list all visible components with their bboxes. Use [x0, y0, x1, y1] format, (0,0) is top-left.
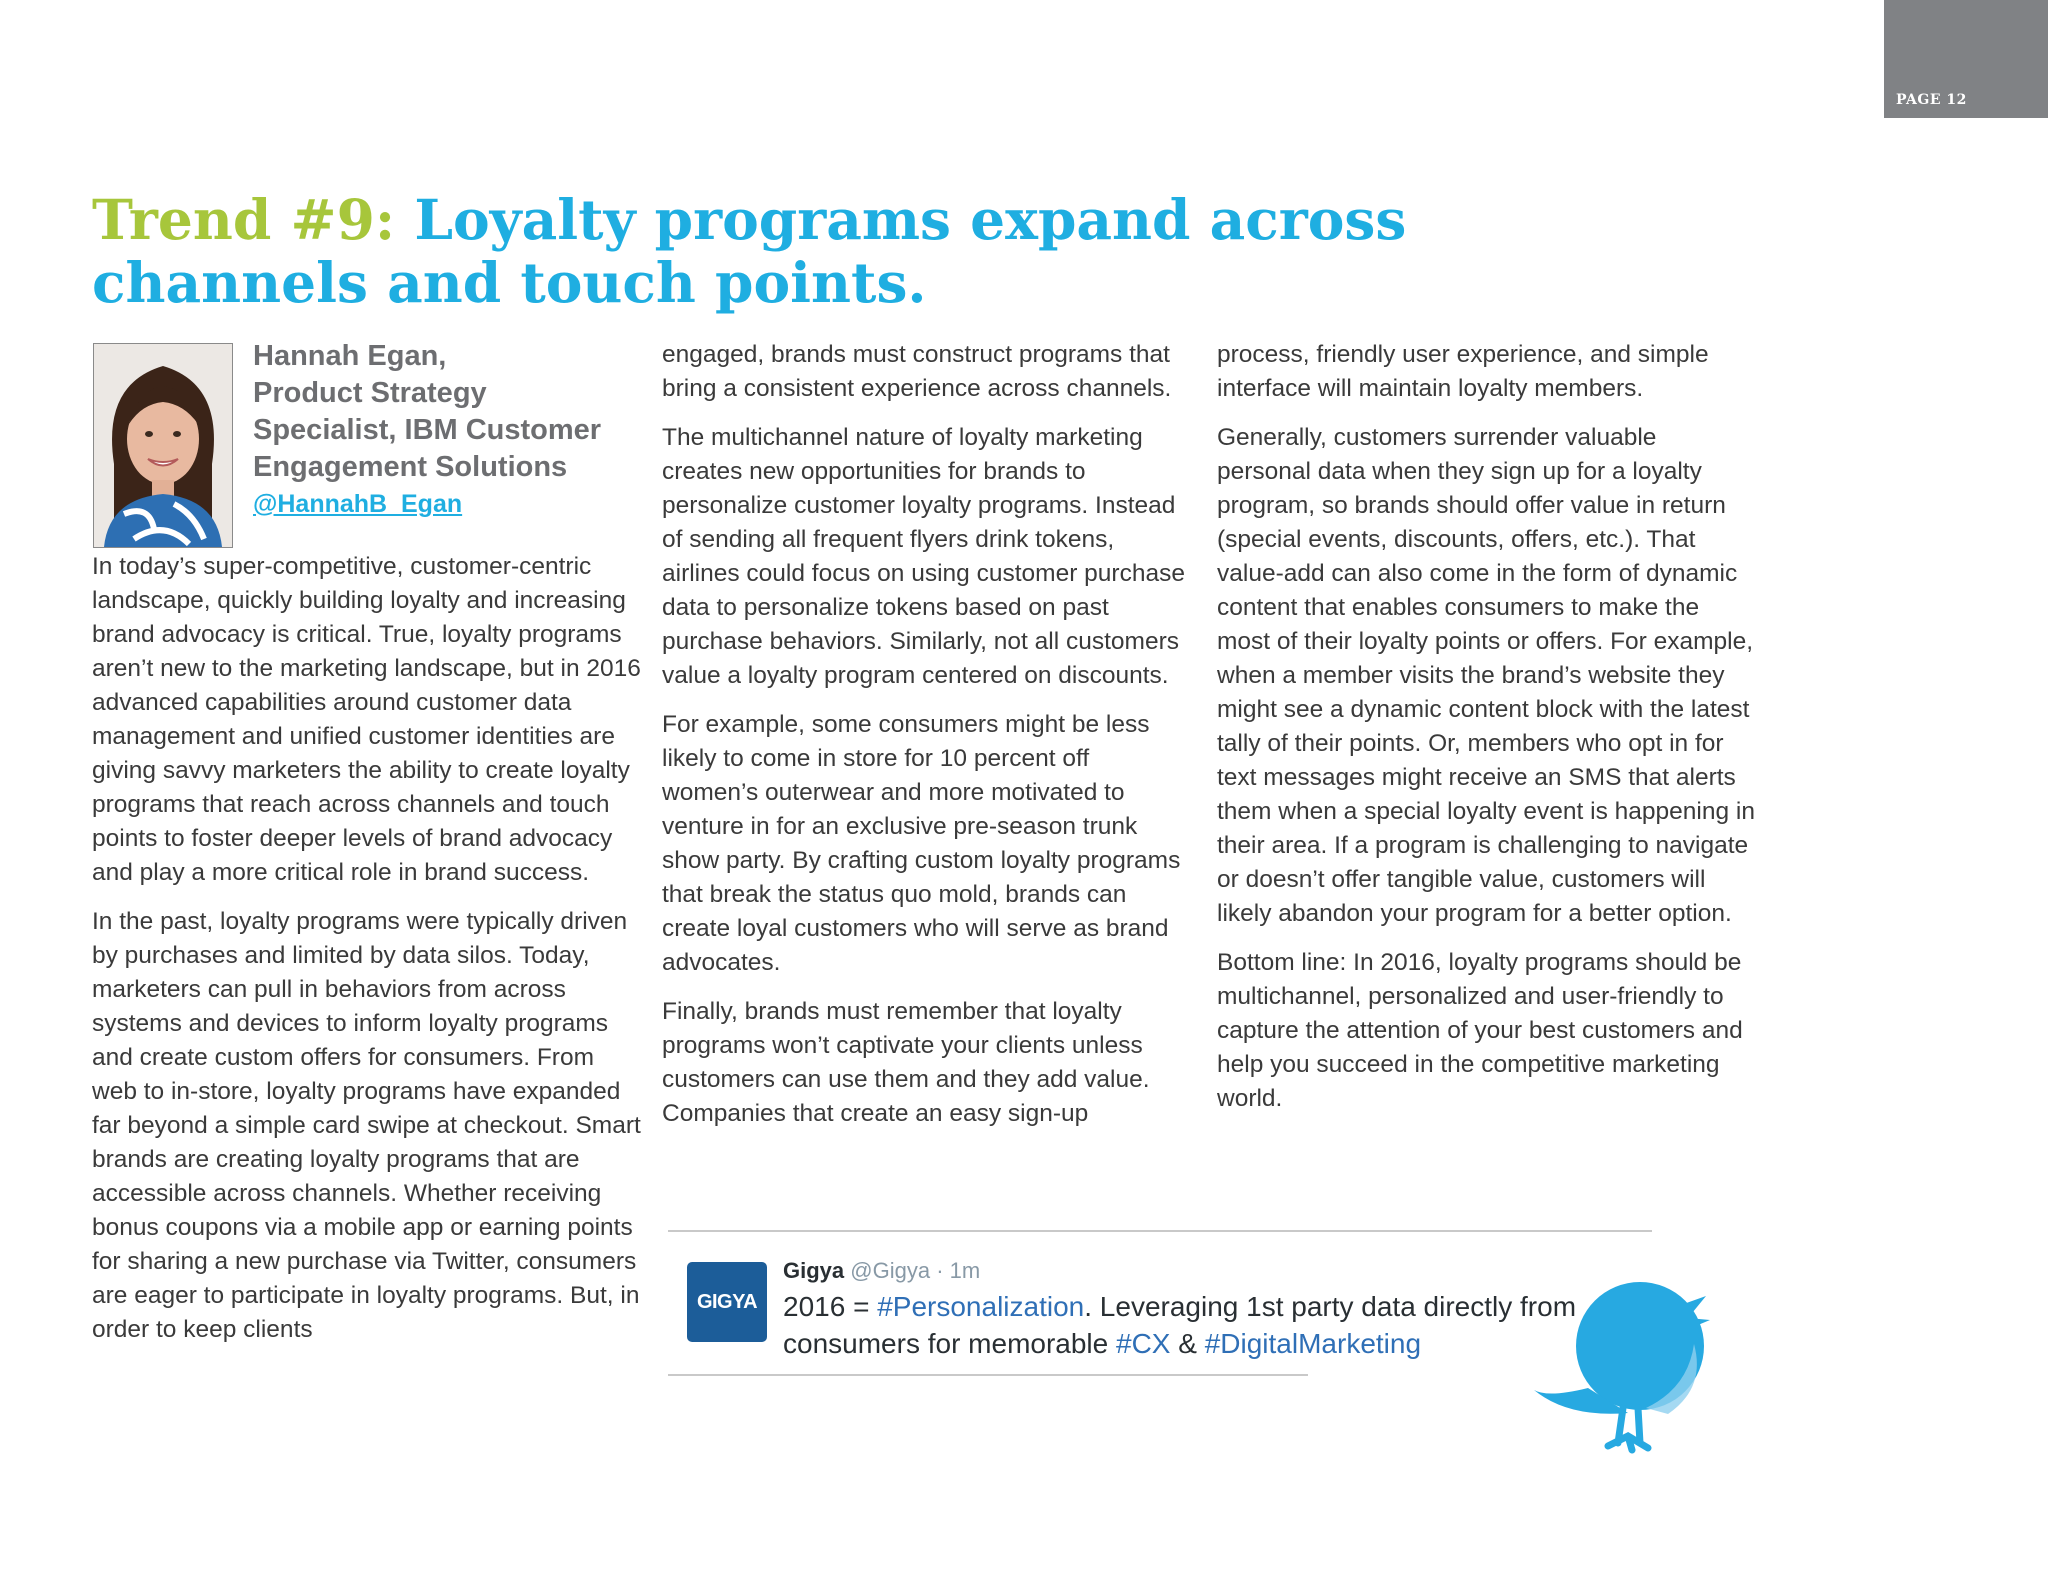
column-1 [92, 338, 642, 1362]
hashtag-digitalmarketing[interactable]: #DigitalMarketing [1204, 1328, 1422, 1359]
twitter-bird-icon [1528, 1258, 1738, 1458]
paragraph: Generally, customers surrender valuable personal data when they sign up for a loyalty program, so brands should offer value in return (special events, discounts, offers, etc.). That value-add can also come in the form of dynamic content that enables consumers to make the most of their loyalty points or offers. For example, when a member visits the brand’s website they might see a dynamic content block with the latest tally of their points. Or, members who opt in for text messages might receive an SMS that alerts them when a special loyalty event is happening in their area. If a program is challenging to navigate or doesn’t offer tangible value, customers will likely abandon your program for a better option. [1217, 424, 1755, 927]
paragraph: engaged, brands must construct programs that bring a consistent experience across channels. [662, 341, 1172, 402]
gigya-logo: GIGYA [687, 1262, 767, 1342]
paragraph: In the past, loyalty programs were typically driven by purchases and limited by data silos. Today, marketers can pull in behaviors from across systems and devices to inform loyalty programs and create custom offers for consumers. From web to in-store, loyalty programs have expanded far beyond a simple card swipe at checkout. Smart brands are creating loyalty programs that are accessible across channels. Whether receiving bonus coupons via a mobile app or earning points for sharing a new purchase via Twitter, consumers are eager to participate in loyalty programs. But, in order to keep clients [92, 908, 641, 1343]
column-2 [662, 338, 1192, 1146]
paragraph: process, friendly user experience, and simple interface will maintain loyalty members. [1217, 341, 1709, 402]
tweet-time: 1m [949, 1258, 981, 1283]
tweet-author-name[interactable]: Gigya [783, 1258, 845, 1283]
author-twitter-link[interactable]: @HannahB_Egan [253, 490, 463, 518]
trend-number: Trend #9: [92, 187, 396, 252]
tweet-separator: · [936, 1258, 944, 1283]
tweet-text-part: 2016 = [783, 1291, 878, 1322]
author-name: Hannah Egan, [253, 340, 447, 372]
tweet-header [783, 1258, 980, 1284]
tweet-divider-bottom [668, 1374, 1308, 1376]
intro-paragraph: In today’s super-competitive, customer-centric landscape, quickly building loyalty and increasing brand advocacy is critical. True, loyalty programs aren’t new to the marketing landscape, but in 2016 advanced capabilities around customer data management and unified customer identities are giving savvy marketers the ability to create loyalty programs that reach across channels and touch points to foster deeper levels of brand advocacy and play a more critical role in brand success. [92, 553, 641, 886]
paragraph: Finally, brands must remember that loyalty programs won’t captivate your clients unless customers can use them and they add value. Companies that create an easy sign-up [662, 998, 1150, 1127]
paragraph: The multichannel nature of loyalty marketing creates new opportunities for brands to personalize customer loyalty programs. Instead of sending all frequent flyers drink tokens, airlines could focus on using customer purchase data to personalize tokens based on past purchase behaviors. Similarly, not all customers value a loyalty program centered on discounts. [662, 424, 1185, 689]
page-number: PAGE 12 [1896, 92, 1967, 108]
paragraph: Bottom line: In 2016, loyalty programs should be multichannel, personalized and user-friendly to capture the attention of your best customers and help you succeed in the competitive marketing world. [1217, 949, 1743, 1112]
column-3 [1217, 338, 1757, 1131]
trend-headline: Loyalty programs expand across channels and touch points. [92, 187, 1407, 315]
tweet-text-part: . Leveraging 1st party data directly from consumers for memorable [783, 1291, 1577, 1359]
tweet-divider-top [668, 1230, 1652, 1232]
page-number-tab [1884, 0, 2048, 118]
tweet-author-handle[interactable]: @Gigya [850, 1258, 931, 1283]
paragraph: For example, some consumers might be less likely to come in store for 10 percent off women’s outerwear and more motivated to venture in for an exclusive pre-season trunk show party. By crafting custom loyalty programs that break the status quo mold, brands can create loyal customers who will serve as brand advocates. [662, 711, 1181, 976]
hashtag-cx[interactable]: #CX [1116, 1328, 1171, 1359]
author-role: Product Strategy Specialist, IBM Customer Engagement Solutions [253, 377, 602, 483]
hashtag-personalization[interactable]: #Personalization [877, 1291, 1085, 1322]
tweet-text [783, 1288, 1603, 1362]
page-title [92, 188, 1412, 314]
tweet-text-part: & [1170, 1328, 1205, 1359]
